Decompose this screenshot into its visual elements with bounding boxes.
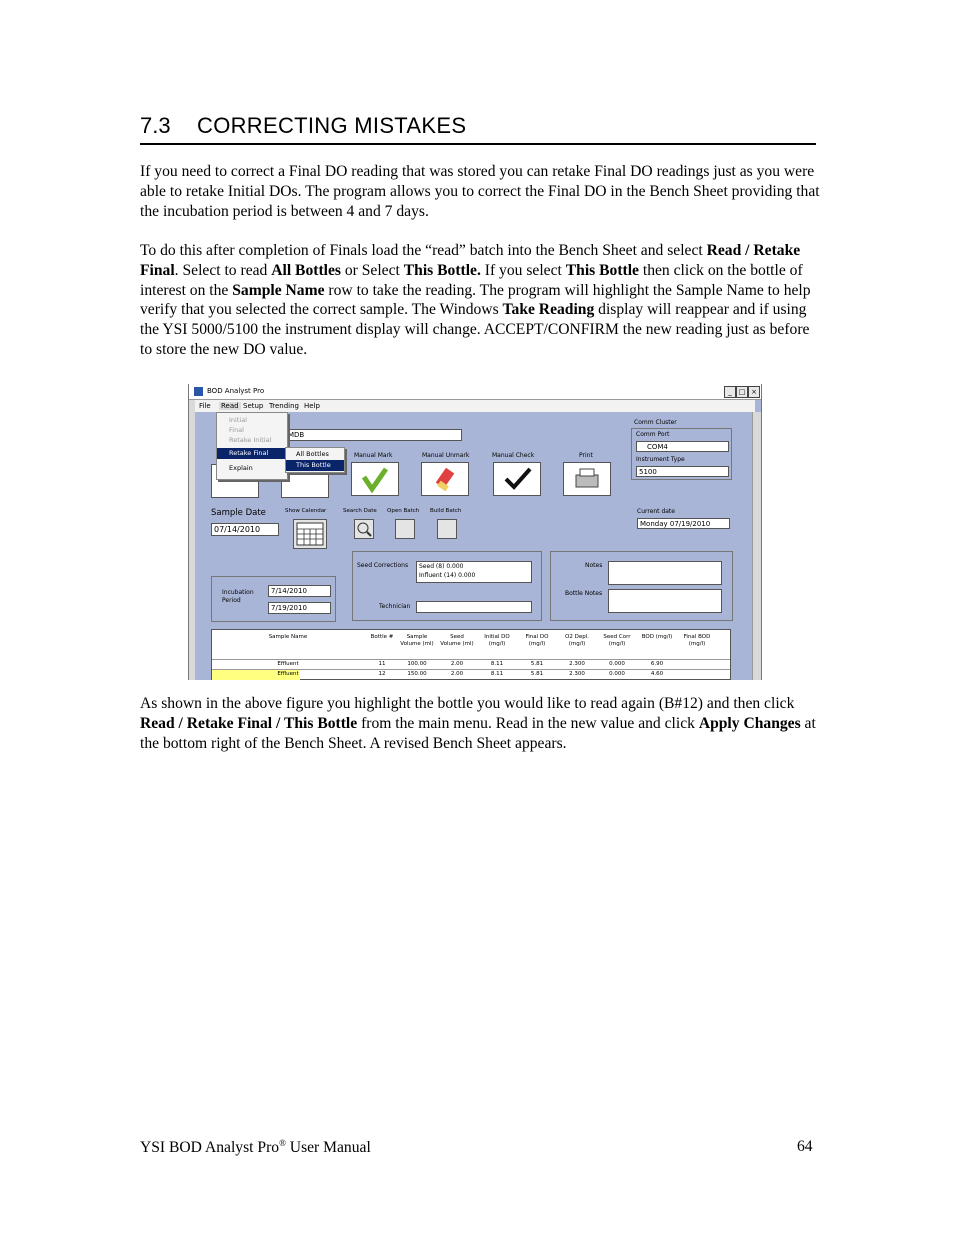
footer-manual-title: YSI BOD Analyst Pro® User Manual (140, 1138, 371, 1157)
table-cell: 0.000 (609, 661, 625, 667)
retake-final-submenu (285, 447, 345, 473)
page-number: 64 (797, 1138, 813, 1155)
table-cell: 6.90 (650, 661, 664, 667)
bod-analyst-screenshot (188, 384, 762, 680)
incubation-end-field[interactable]: 7/19/2010 (268, 602, 331, 614)
col-final-do: Final DO (mg/l) (525, 634, 549, 647)
printer-icon (564, 463, 610, 495)
read-menu-dropdown (216, 412, 288, 480)
search-date-label: Search Date (343, 508, 377, 514)
maximize-button[interactable]: □ (736, 386, 748, 398)
show-calendar-button[interactable] (293, 519, 327, 549)
sample-date-label: Sample Date (211, 508, 266, 518)
col-bod: BOD (mg/l) (641, 634, 673, 640)
table-cell: 5.81 (530, 661, 544, 667)
technician-label: Technician (379, 603, 411, 610)
close-button[interactable]: × (748, 386, 760, 398)
col-bottle: Bottle # (370, 634, 394, 640)
open-batch-label: Open Batch (387, 508, 420, 514)
table-cell: 12 (378, 671, 386, 677)
table-cell: 2.00 (450, 661, 464, 667)
incubation-period-label: Incubation Period (222, 589, 254, 604)
manual-check-label: Manual Check (492, 452, 535, 459)
table-cell: 2.00 (450, 671, 464, 677)
menu-item-initial[interactable]: Initial (229, 416, 247, 424)
eraser-icon (422, 463, 468, 495)
table-cell: 8.11 (490, 671, 504, 677)
manual-unmark-label: Manual Unmark (422, 452, 470, 459)
comm-port-field[interactable]: COM4 (636, 441, 729, 452)
magnifier-icon (355, 520, 373, 538)
notes-label: Notes (585, 562, 603, 569)
calendar-icon (294, 520, 326, 548)
build-batch-button[interactable] (437, 519, 457, 539)
current-date-label: Current date (637, 508, 675, 515)
search-date-button[interactable] (354, 519, 374, 539)
paragraph-instructions: To do this after completion of Finals load the “read” batch into the Bench Sheet and select Read / Retake Final. Select to read All Bottles or Select This Bottle. If you select This Bottle then click on the bottle of interest on the Sample Name row to take the reading. The program will highlight the Sample Name to help verify that you selected the correct sample. The Windows Take Reading display will reappear and if using the YSI 5000/5100 the instrument display will change. ACCEPT/CONFIRM the new reading just as before to store the new DO value. (140, 242, 811, 358)
sample-date-field[interactable]: 07/14/2010 (211, 523, 279, 536)
instrument-type-label: Instrument Type (636, 456, 685, 463)
checkmark-pen-icon (352, 463, 398, 495)
incubation-start-field[interactable]: 7/14/2010 (268, 585, 331, 597)
table-cell[interactable]: Effluent (277, 661, 299, 667)
paragraph-summary: As shown in the above figure you highlight the bottle you would like to read again (B#12) and then click Read / Retake Final / This Bottle from the main menu. Read in the new value and click Apply Changes at the bottom right of the Bench Sheet. A revised Bench Sheet appears. (140, 695, 816, 752)
section-number: 7.3 (140, 113, 171, 138)
minimize-button[interactable]: _ (724, 386, 736, 398)
check-icon (494, 463, 540, 495)
bottle-notes-label: Bottle Notes (565, 590, 603, 597)
menu-read[interactable]: Read (221, 402, 239, 410)
col-sample-volume: Sample Volume (ml) (400, 634, 434, 647)
left-frame (189, 400, 195, 680)
paragraph-intro: If you need to correct a Final DO reading that was stored you can retake Final DO readings just as you were able to retake Initial DOs. The program allows you to correct the Final DO in the Bench Sheet providing that the incubation period is between 4 and 7 days. (140, 163, 820, 220)
seed-line: Seed (8) 0.000 (419, 563, 464, 570)
print-label: Print (579, 452, 593, 459)
window-titlebar (189, 384, 761, 400)
manual-mark-label: Manual Mark (354, 452, 393, 459)
influent-line: Influent (14) 0.000 (419, 572, 476, 579)
bench-sheet-table (211, 629, 731, 680)
table-cell: 5.81 (530, 671, 544, 677)
section-heading (140, 111, 816, 145)
manual-unmark-button[interactable] (421, 462, 469, 496)
menu-item-explain[interactable]: Explain (229, 464, 253, 472)
col-o2-depl: O2 Depl. (mg/l) (565, 634, 589, 647)
manual-check-button[interactable] (493, 462, 541, 496)
table-cell: 100.00 (407, 661, 427, 667)
menu-item-retake-final[interactable]: Retake Final (217, 448, 287, 459)
submenu-all-bottles[interactable]: All Bottles (296, 450, 329, 458)
seed-corrections-list[interactable] (416, 561, 532, 583)
notes-field[interactable] (608, 561, 722, 585)
current-date-field: Monday 07/19/2010 (637, 518, 730, 529)
menu-file[interactable]: File (199, 402, 211, 410)
submenu-this-bottle[interactable]: This Bottle (286, 460, 344, 471)
open-batch-button[interactable] (395, 519, 415, 539)
manual-mark-button[interactable] (351, 462, 399, 496)
col-sample-name: Sample Name (268, 634, 308, 640)
print-button[interactable] (563, 462, 611, 496)
table-cell: 150.00 (407, 671, 427, 677)
table-cell[interactable]: Effluent (277, 671, 299, 677)
menu-bar (195, 400, 755, 412)
seed-corrections-label: Seed Corrections (357, 562, 409, 569)
col-final-bod: Final BOD (mg/l) (683, 634, 711, 647)
menu-trending[interactable]: Trending (269, 402, 299, 410)
table-cell: 2.300 (569, 671, 585, 677)
menu-setup[interactable]: Setup (243, 402, 264, 410)
table-cell: 0.000 (609, 671, 625, 677)
grid-line (212, 659, 730, 660)
menu-item-retake-initial[interactable]: Retake Initial (229, 436, 272, 444)
comm-cluster-label: Comm Cluster (634, 419, 677, 426)
col-seed-corr: Seed Corr (mg/l) (603, 634, 631, 647)
table-cell: 2.300 (569, 661, 585, 667)
bottle-notes-field[interactable] (608, 589, 722, 613)
col-initial-do: Initial DO (mg/l) (484, 634, 510, 647)
window-title: BOD Analyst Pro (207, 387, 265, 395)
show-calendar-label: Show Calendar (285, 508, 327, 514)
window-scrollbar[interactable] (752, 412, 761, 680)
col-seed-volume: Seed Volume (ml) (440, 634, 474, 647)
technician-field[interactable] (416, 601, 532, 613)
menu-item-final[interactable]: Final (229, 426, 244, 434)
build-batch-label: Build Batch (430, 508, 462, 514)
table-cell: 4.60 (650, 671, 664, 677)
comm-port-label: Comm Port (636, 431, 670, 438)
batch-name-field[interactable]: MDB (285, 429, 462, 441)
menu-help[interactable]: Help (304, 402, 320, 410)
instrument-type-field[interactable]: 5100 (636, 466, 729, 477)
app-logo-icon (194, 387, 203, 396)
section-title: CORRECTING MISTAKES (197, 113, 467, 138)
table-cell: 8.11 (490, 661, 504, 667)
table-cell: 11 (378, 661, 386, 667)
